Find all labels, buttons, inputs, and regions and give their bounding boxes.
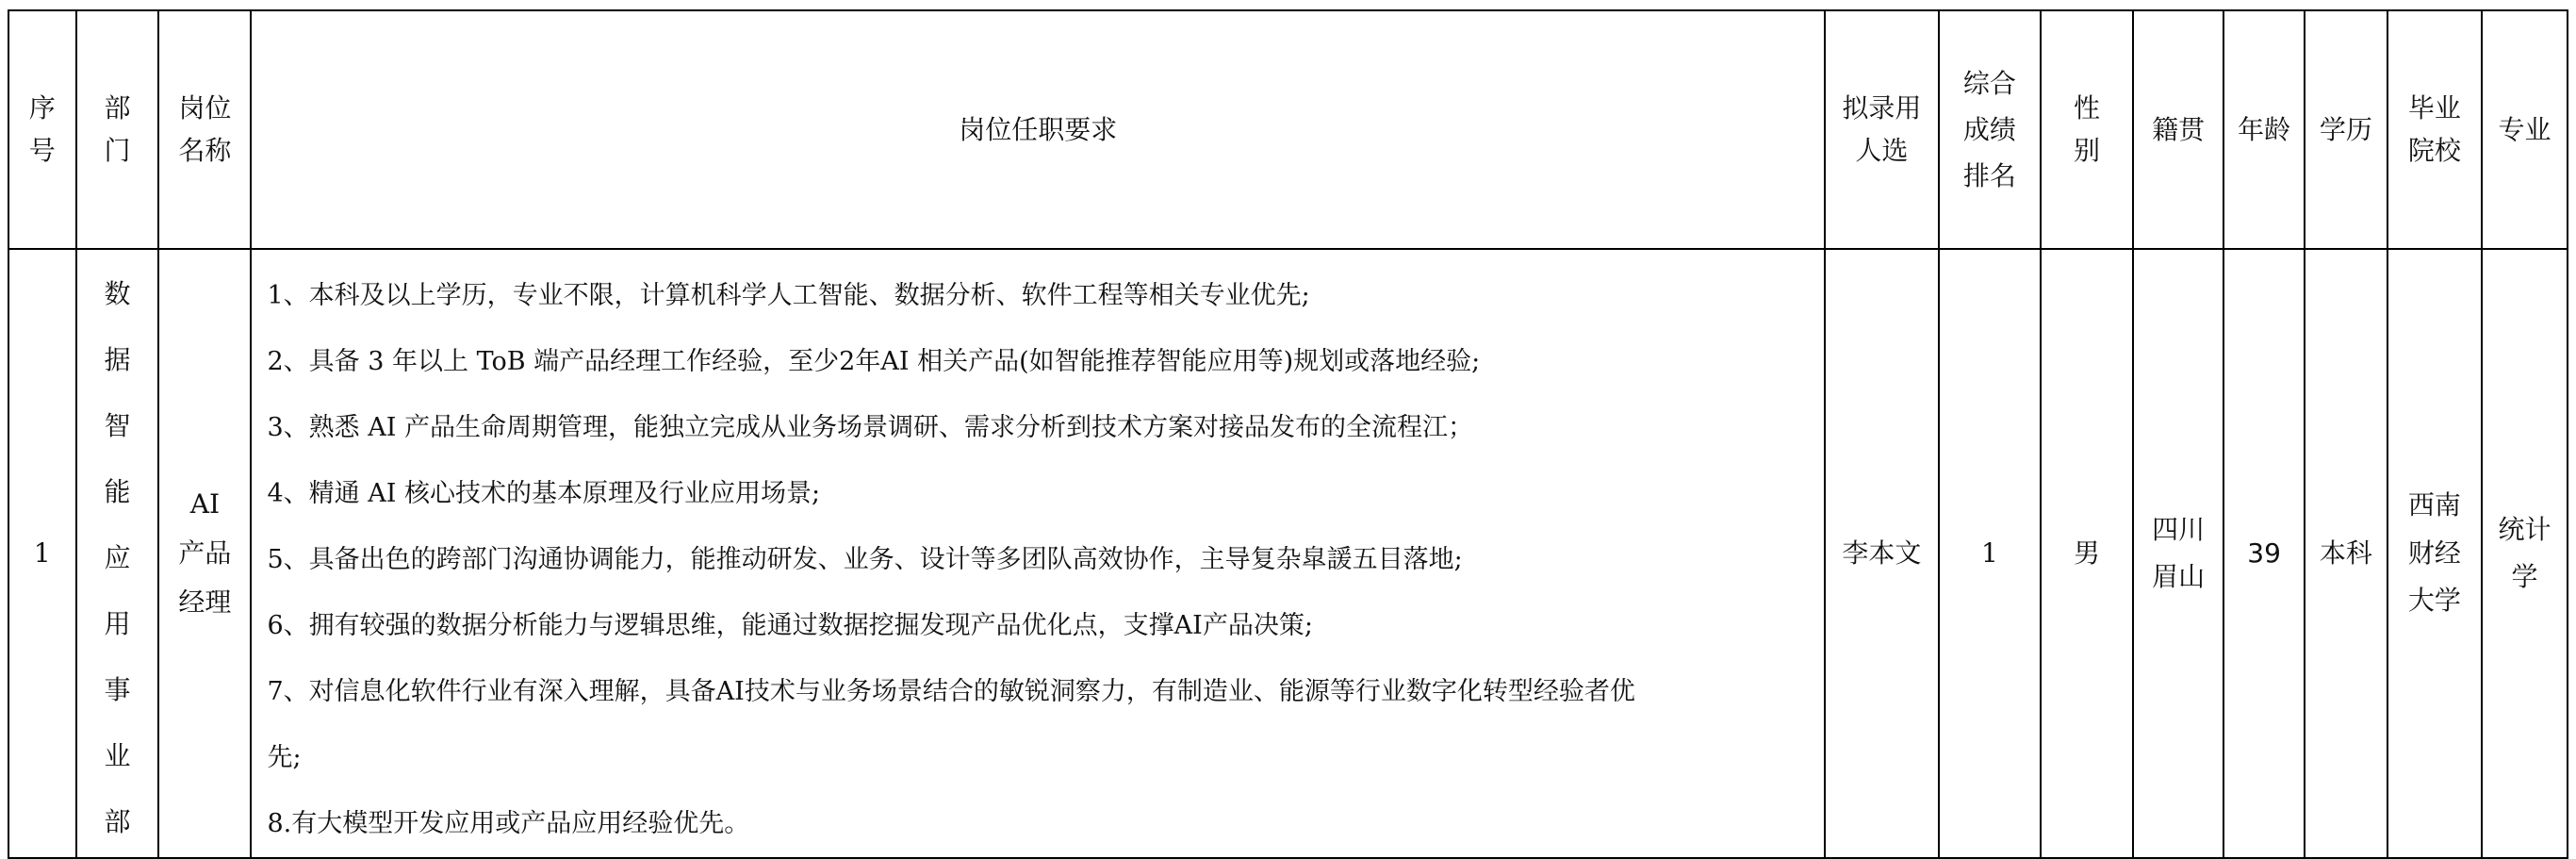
cell-school: 西南财经大学 <box>2387 249 2482 858</box>
header-rank: 综合成绩排名 <box>1939 10 2041 249</box>
header-major: 专业 <box>2482 10 2568 249</box>
cell-age: 39 <box>2223 249 2305 858</box>
table-row <box>8 249 2568 858</box>
cell-origin: 四川眉山 <box>2133 249 2223 858</box>
header-age: 年龄 <box>2223 10 2305 249</box>
header-requirements: 岗位任职要求 <box>251 10 1825 249</box>
header-dept: 部门 <box>76 10 159 249</box>
cell-candidate: 李本文 <box>1825 249 1939 858</box>
cell-education: 本科 <box>2305 249 2387 858</box>
requirement-item: 4、精通 AI 核心技术的基本原理及行业应用场景; <box>267 479 821 508</box>
header-school: 毕业院校 <box>2387 10 2482 249</box>
header-seq: 序号 <box>8 10 76 249</box>
cell-rank: 1 <box>1939 249 2041 858</box>
recruitment-table <box>8 9 2568 859</box>
requirement-item: 3、熟悉 AI 产品生命周期管理，能独立完成从业务场景调研、需求分析到技术方案对接品发布的全流程江； <box>267 413 1473 442</box>
header-origin: 籍贯 <box>2133 10 2223 249</box>
cell-gender: 男 <box>2041 249 2133 858</box>
header-position: 岗位名称 <box>158 10 251 249</box>
cell-position: AI产品经理 <box>158 249 251 858</box>
requirements-list <box>267 263 1809 857</box>
table-header-row <box>8 10 2568 249</box>
header-education: 学历 <box>2305 10 2387 249</box>
requirement-item: 2、具备 3 年以上 ToB 端产品经理工作经验，至少2年AI 相关产品(如智能推荐智能应用等)规划或落地经验; <box>267 347 1481 376</box>
requirement-item: 5、具备出色的跨部门沟通协调能力，能推动研发、业务、设计等多团队高效协作，主导复杂皐諼五目落地; <box>267 545 1463 574</box>
header-gender: 性别 <box>2041 10 2133 249</box>
requirement-item: 6、拥有较强的数据分析能力与逻辑思维，能通过数据挖掘发现产品优化点，支撑AI产品决策; <box>267 611 1313 640</box>
requirement-item: 先; <box>267 743 302 772</box>
requirement-item: 1、本科及以上学历，专业不限，计算机科学人工智能、数据分析、软件工程等相关专业优先; <box>267 281 1310 310</box>
cell-major: 统计学 <box>2482 249 2568 858</box>
requirement-item: 7、对信息化软件行业有深入理解，具备AI技术与业务场景结合的敏锐洞察力，有制造业、能源等行业数字化转型经验者优 <box>267 677 1635 706</box>
cell-seq: 1 <box>8 249 76 858</box>
cell-dept: 数据智能应用事业部 <box>76 249 159 858</box>
header-candidate: 拟录用人选 <box>1825 10 1939 249</box>
requirement-item: 8.有大模型开发应用或产品应用经验优先。 <box>267 809 750 838</box>
cell-requirements <box>251 249 1825 858</box>
